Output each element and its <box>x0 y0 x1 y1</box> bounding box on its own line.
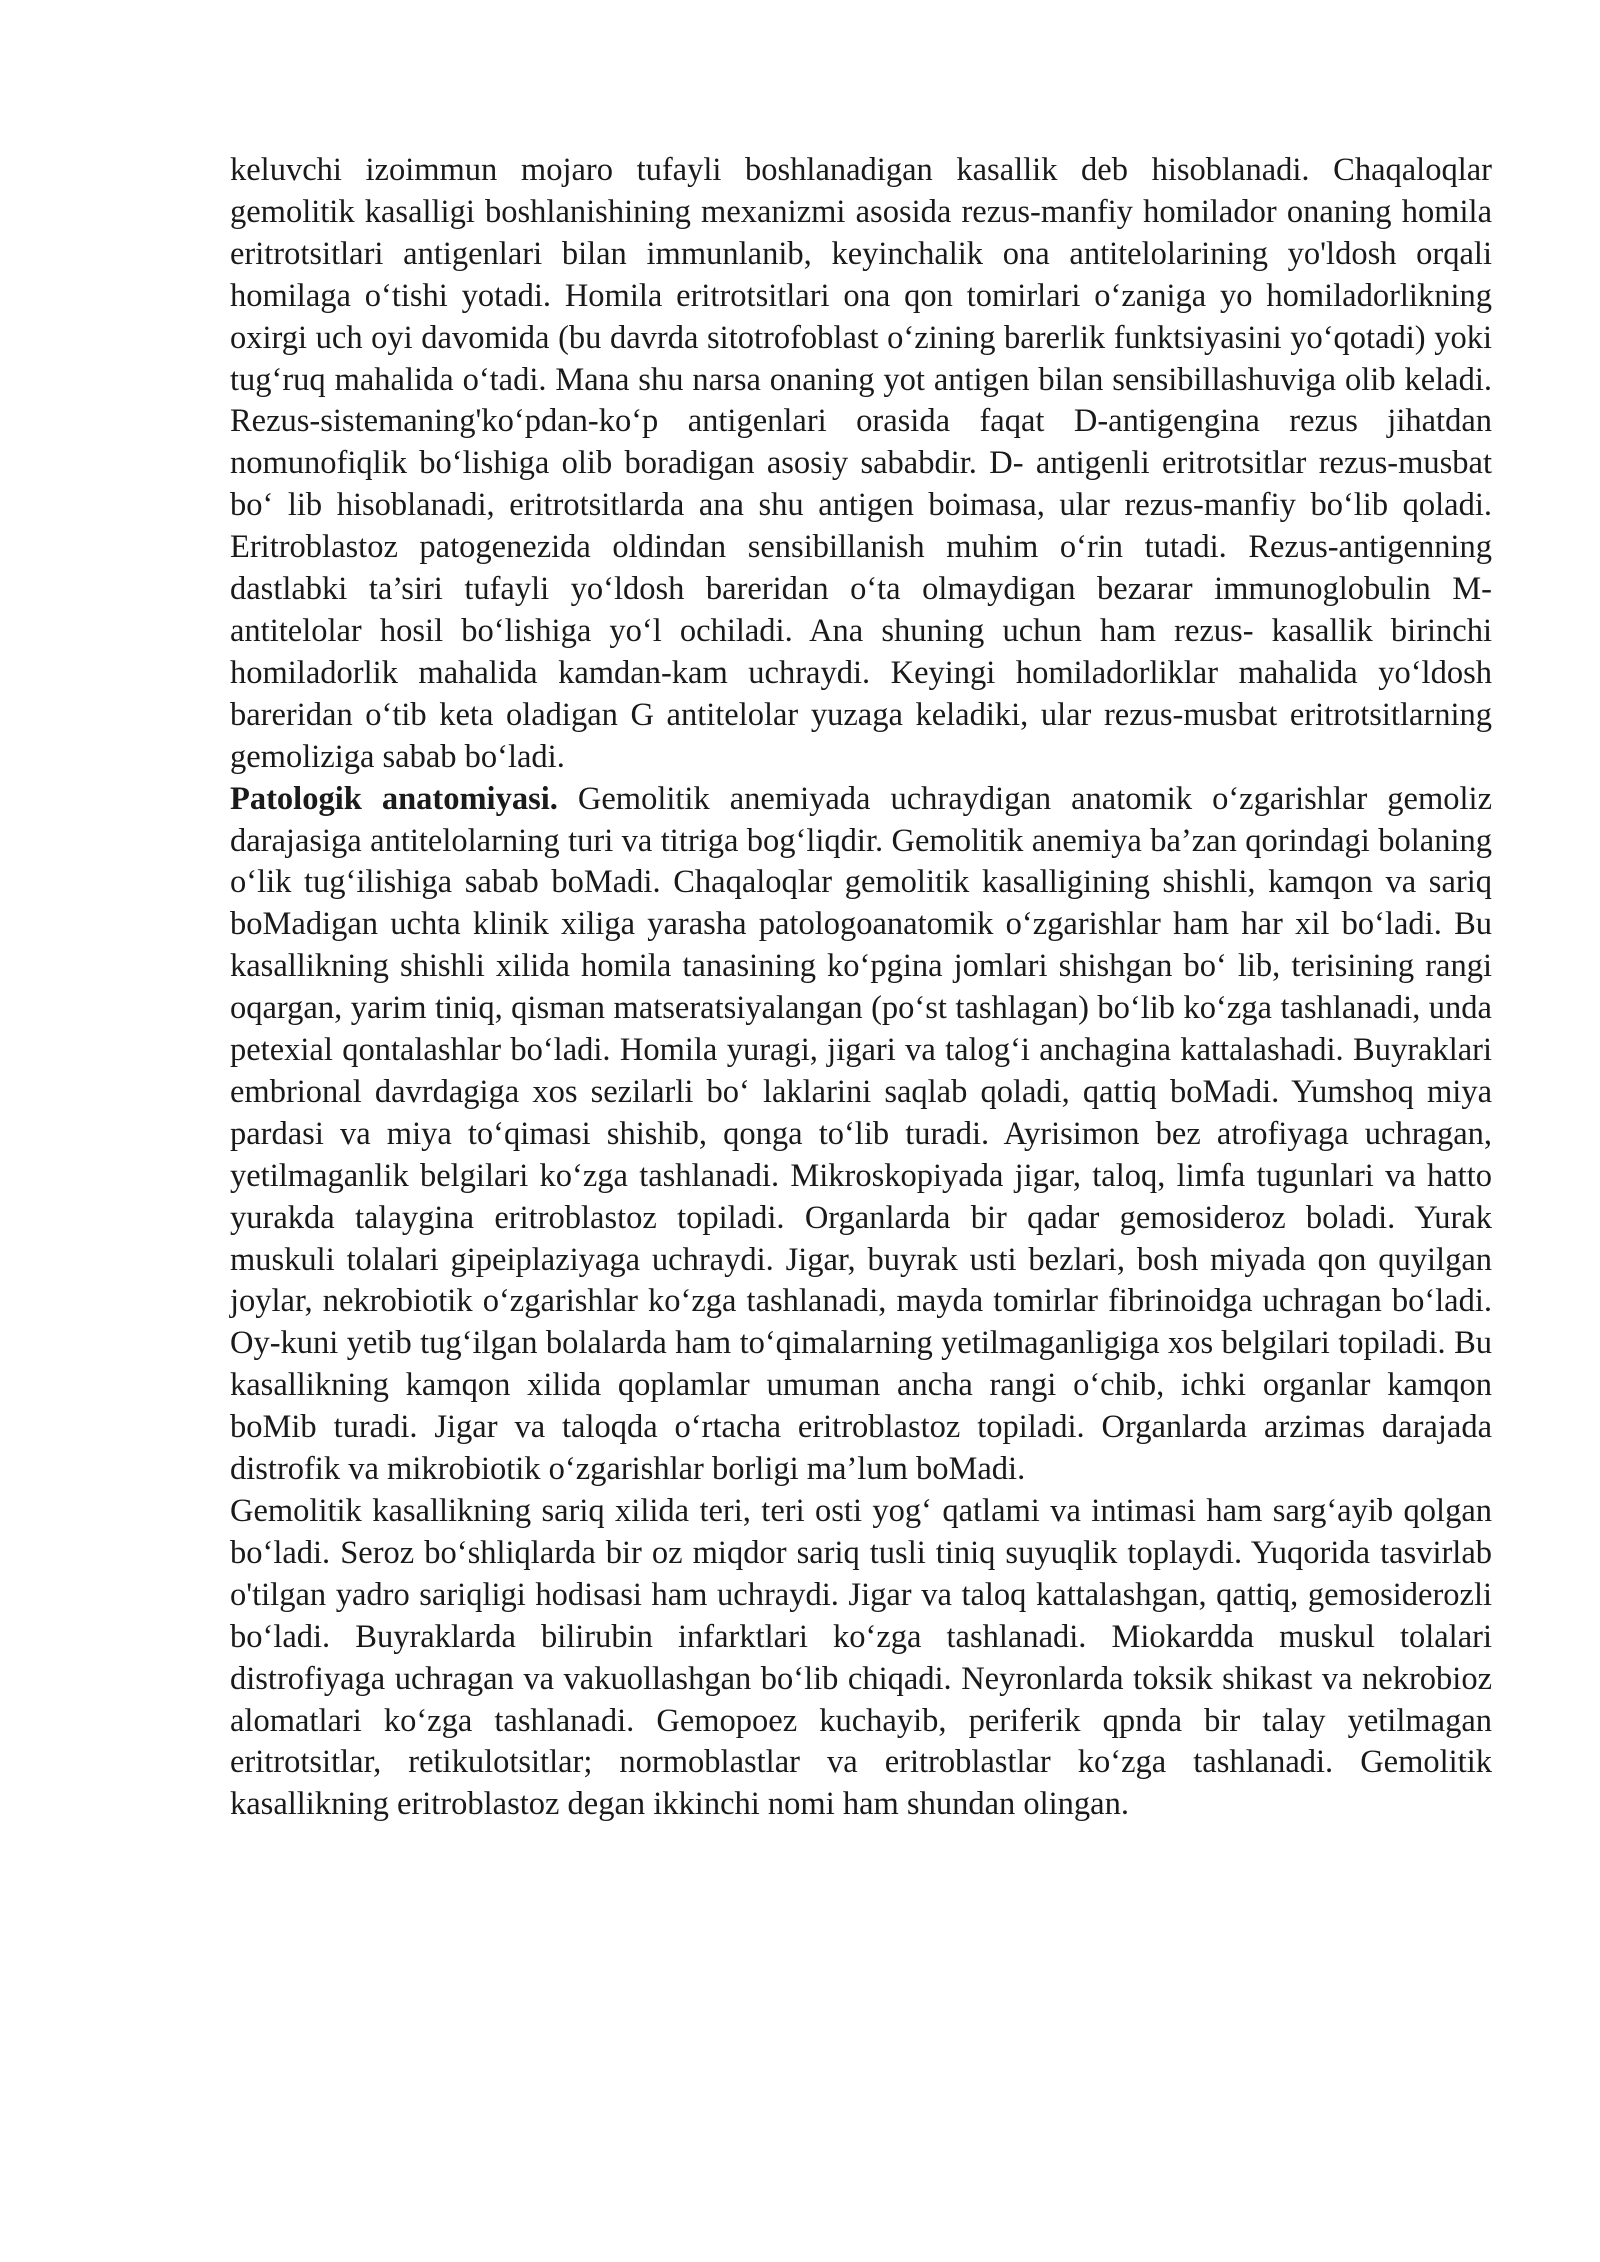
section-heading: Patologik anatomiyasi. <box>230 780 558 817</box>
paragraph-pathological-anatomy <box>230 779 1492 1491</box>
paragraph-jaundice-form: Gemolitik kasallikning sariq xilida teri, teri osti yog‘ qatlami va intimasi ham sarg‘ayib qolgan bo‘ladi. Seroz bo‘shliqlarda bir oz miqdor sariq tusli tiniq suyuqlik toplaydi. Yuqorida tasvirlab o'tilgan yadro sariqligi hodisasi ham uchraydi. Jigar va taloq kattalashgan, qattiq, gemosiderozli bo‘ladi. Buyraklarda bilirubin infarktlari ko‘zga tashlanadi. Miokardda muskul tolalari distrofiyaga uchragan va vakuollashgan bo‘lib chiqadi. Neyronlarda toksik shikast va nekrobioz alomatlari ko‘zga tashlanadi. Gemopoez kuchayib, periferik qpnda bir talay yetilmagan eritrotsitlar, retikulotsitlar; normoblastlar va eritroblastlar ko‘zga tashlanadi. Gemolitik kasallikning eritroblastoz degan ikkinchi nomi ham shundan olingan. <box>230 1493 1492 1823</box>
document-page <box>230 150 1492 1826</box>
paragraph-pathogenesis: keluvchi izoimmun mojaro tufayli boshlanadigan kasallik deb hisoblanadi. Chaqaloqlar gemolitik kasalligi boshlanishining mexanizmi asosida rezus-manfiy homilador onaning homila eritrotsitlari antigenlari bilan immunlanib, keyinchalik ona antitelolarining yo'ldosh orqali homilaga o‘tishi yotadi. Homila eritrotsitlari ona qon tomirlari o‘zaniga yo homiladorlikning oxirgi uch oyi davomida (bu davrda sitotrofoblast o‘zining barerlik funktsiyasini yo‘qotadi) yoki tug‘ruq mahalida o‘tadi. Mana shu narsa onaning yot antigen bilan sensibillashuviga olib keladi. Rezus-sistemaning'ko‘pdan-ko‘p antigenlari orasida faqat D-antigengina rezus jihatdan nomunofiqlik bo‘lishiga olib boradigan asosiy sababdir. D- antigenli eritrotsitlar rezus-musbat bo‘ lib hisoblanadi, eritrotsitlarda ana shu antigen boimasa, ular rezus-manfiy bo‘lib qoladi. Eritroblastoz patogenezida oldindan sensibillanish muhim o‘rin tutadi. Rezus-antigenning dastlabki ta’siri tufayli yo‘ldosh bareridan o‘ta olmaydigan bezarar immunoglobulin M-antitelolar hosil bo‘lishiga yo‘l ochiladi. Ana shuning uchun ham rezus- kasallik birinchi homiladorlik mahalida kamdan-kam uchraydi. Keyingi homiladorliklar mahalida yo‘ldosh bareridan o‘tib keta oladigan G antitelolar yuzaga keladiki, ular rezus-musbat eritrotsitlarning gemoliziga sabab bo‘ladi. <box>230 152 1492 775</box>
paragraph-pathological-anatomy-text: Gemolitik anemiyada uchraydigan anatomik o‘zgarishlar gemoliz darajasiga antitelolarning turi va titriga bog‘liqdir. Gemolitik anemiya ba’zan qorindagi bolaning o‘lik tug‘ilishiga sabab boMadi. Chaqaloqlar gemolitik kasalligining shishli, kamqon va sariq boMadigan uchta klinik xiliga yarasha patologoanatomik o‘zgarishlar ham har xil bo‘ladi. Bu kasallikning shishli xilida homila tanasining ko‘pgina jomlari shishgan bo‘ lib, terisining rangi oqargan, yarim tiniq, qisman matseratsiyalangan (po‘st tashlagan) bo‘lib ko‘zga tashlanadi, unda petexial qontalashlar bo‘ladi. Homila yuragi, jigari va talog‘i anchagina kattalashadi. Buyraklari embrional davrdagiga xos sezilarli bo‘ laklarini saqlab qoladi, qattiq boMadi. Yumshoq miya pardasi va miya to‘qimasi shishib, qonga to‘lib turadi. Ayrisimon bez atrofiyaga uchragan, yetilmaganlik belgilari ko‘zga tashlanadi. Mikroskopiyada jigar, taloq, limfa tugunlari va hatto yurakda talaygina eritroblastoz topiladi. Organlarda bir qadar gemosideroz boladi. Yurak muskuli tolalari gipeiplaziyaga uchraydi. Jigar, buyrak usti bezlari, bosh miyada qon quyilgan joylar, nekrobiotik o‘zgarishlar ko‘zga tashlanadi, mayda tomirlar fibrinoidga uchragan bo‘ladi. Oy-kuni yetib tug‘ilgan bolalarda ham to‘qimalarning yetilmaganligiga xos belgilari topiladi. Bu kasallikning kamqon xilida qoplamlar umuman ancha rangi o‘chib, ichki organlar kamqon boMib turadi. Jigar va taloqda o‘rtacha eritroblastoz topiladi. Organlarda arzimas darajada distrofik va mikrobiotik o‘zgarishlar borligi ma’lum boMadi. <box>230 780 1492 1488</box>
